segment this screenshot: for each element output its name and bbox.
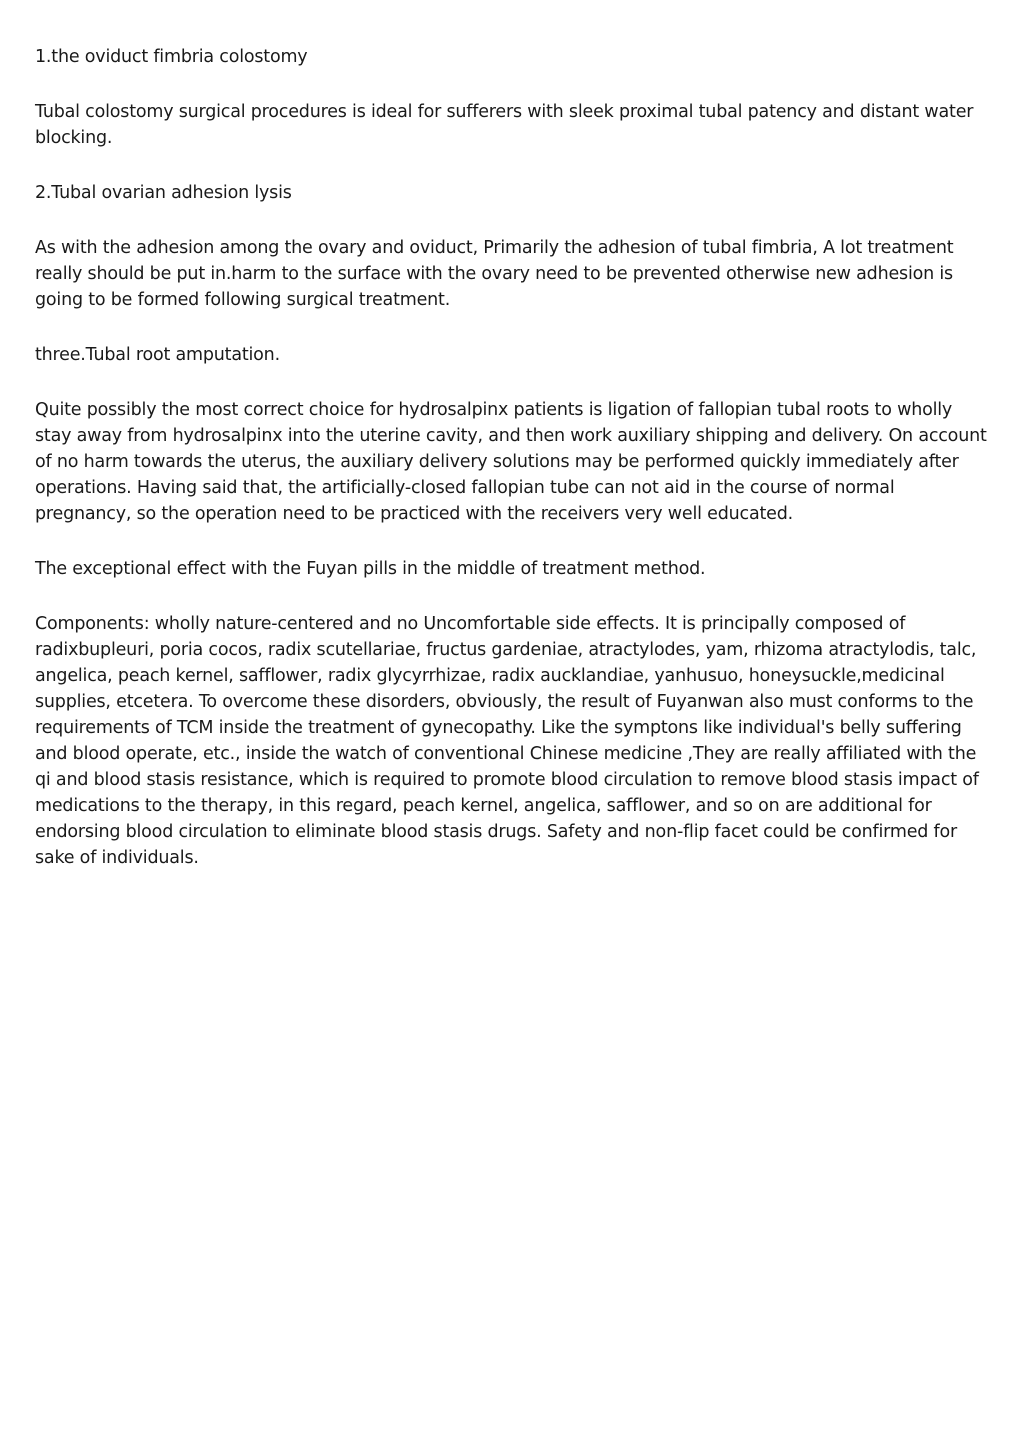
paragraph-components: Components: wholly nature-centered and no Uncomfortable side effects. It is principally composed of radixbupleuri, poria cocos, radix scutellariae, fructus gardeniae, atractylodes, yam, rhizoma atractylodis, talc, angelica, peach kernel, safflower, radix glycyrrhizae, radix aucklandiae, yanhusuo, honeysuckle,medicinal supplies, etcetera. To overcome these disorders, obviously, the result of Fuyanwan also must conforms to the requirements of TCM inside the treatment of gynecopathy. Like the symptons like individual's belly suffering and blood operate, etc., inside the watch of conventional Chinese medicine ,They are really affiliated with the qi and blood stasis resistance, which is required to promote blood circulation to remove blood stasis impact of medications to the therapy, in this regard, peach kernel, angelica, safflower, and so on are additional for endorsing blood circulation to eliminate blood stasis drugs. Safety and non-flip facet could be confirmed for sake of individuals. <box>35 614 979 868</box>
paragraph-adhesion: As with the adhesion among the ovary and oviduct, Primarily the adhesion of tubal fimbria, A lot treatment really should be put in.harm to the surface with the ovary need to be prevented otherwise new adhesion is going to be formed following surgical treatment. <box>35 238 954 310</box>
document-body <box>35 44 990 900</box>
heading-root-amputation: three.Tubal root amputation. <box>35 345 280 365</box>
paragraph-colostomy: Tubal colostomy surgical procedures is ideal for sufferers with sleek proximal tubal patency and distant water blocking. <box>35 102 974 148</box>
heading-adhesion-lysis: 2.Tubal ovarian adhesion lysis <box>35 183 292 203</box>
paragraph-hydrosalpinx: Quite possibly the most correct choice for hydrosalpinx patients is ligation of fallopian tubal roots to wholly stay away from hydrosalpinx into the uterine cavity, and then work auxiliary shipping and delivery. On account of no harm towards the uterus, the auxiliary delivery solutions may be performed quickly immediately after operations. Having said that, the artificially-closed fallopian tube can not aid in the course of normal pregnancy, so the operation need to be practiced with the receivers very well educated. <box>35 400 987 524</box>
heading-fimbria-colostomy: 1.the oviduct fimbria colostomy <box>35 47 308 67</box>
heading-fuyan-pills: The exceptional effect with the Fuyan pills in the middle of treatment method. <box>35 559 706 579</box>
